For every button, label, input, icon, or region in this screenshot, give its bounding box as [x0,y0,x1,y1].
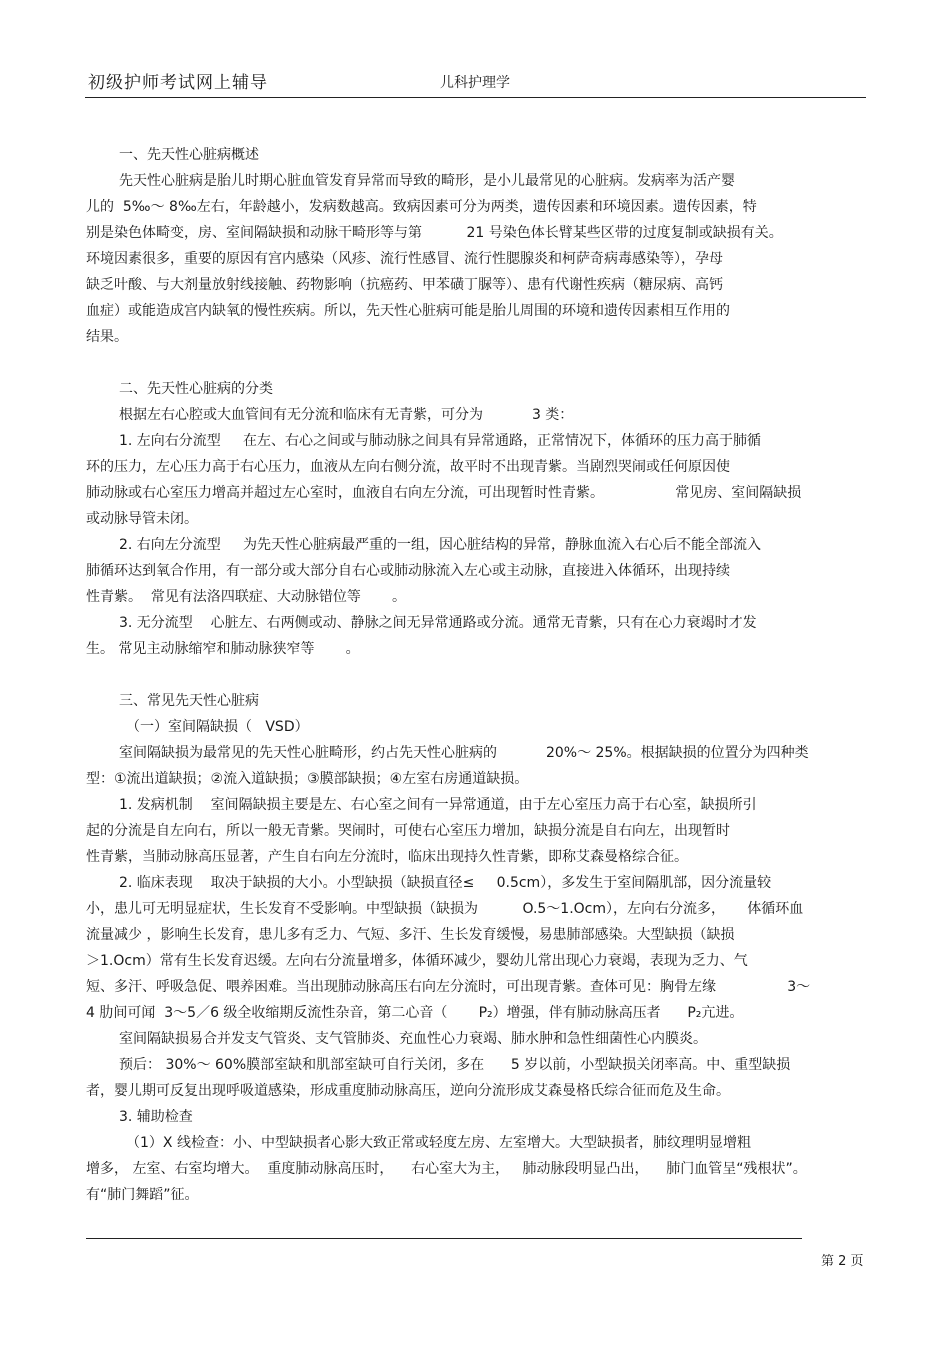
section-heading: 二、先天性心脏病的分类 [119,381,273,397]
paragraph-line: 短、多汗、呼吸急促、喂养困难。当出现肺动脉高压右向左分流时，可出现青紫。查体可见：胸骨左缘 3～ [86,979,811,995]
paragraph-line: 儿的 5‰～ 8‰左右，年龄越小，发病数越高。致病因素可分为两类，遗传因素和环境因素。遗传因素，特 [86,199,757,215]
paragraph-line: 肺动脉或右心室压力增高并超过左心室时，血液自右向左分流，可出现暂时性青紫。 常见房、室间隔缺损 [86,485,802,501]
paragraph-line: 生。 常见主动脉缩窄和肺动脉狭窄等 。 [86,641,360,657]
paragraph-line: 先天性心脏病是胎儿时期心脏血管发育异常而导致的畸形，是小儿最常见的心脏病。发病率为活产婴 [119,173,735,189]
paragraph-line: 环的压力，左心压力高于右心压力，血液从左向右侧分流，故平时不出现青紫。当剧烈哭闹或任何原因使 [86,459,730,475]
section-heading: 三、常见先天性心脏病 [119,693,259,709]
paragraph-line: 1. 发病机制 室间隔缺损主要是左、右心室之间有一异常通道，由于左心室压力高于右心室，缺损所引 [119,797,757,813]
paragraph-line: 流量减少 ，影响生长发育，患儿多有乏力、气短、多汗、生长发育缓慢，易患肺部感染。大型缺损（缺损 [86,927,735,943]
paragraph-line: 性青紫，当肺动脉高压显著，产生自右向左分流时，临床出现持久性青紫，即称艾森曼格综合征。 [86,849,688,865]
paragraph-line: 室间隔缺损易合并发支气管炎、支气管肺炎、充血性心力衰竭、肺水肿和急性细菌性心内膜炎。 [119,1031,707,1047]
paragraph-line: 血症）或能造成宫内缺氧的慢性疾病。所以，先天性心脏病可能是胎儿周围的环境和遗传因素相互作用的 [86,303,730,319]
paragraph-line: ＞1.Ocm）常有生长发育迟缓。左向右分流量增多，体循环减少，婴幼儿常出现心力衰竭，表现为乏力、气 [86,953,748,969]
paragraph-line: 4 肋间可闻 3～5／6 级全收缩期反流性杂音，第二心音（ P₂）增强，伴有肺动脉高压者 P₂亢进。 [86,1005,744,1021]
paragraph-line: 型：①流出道缺损；②流入道缺损；③膜部缺损；④左室右房通道缺损。 [86,771,529,787]
subsection-heading: （一）室间隔缺损（ VSD） [126,719,309,735]
paragraph-line: 起的分流是自左向右，所以一般无青紫。哭闹时，可使右心室压力增加，缺损分流是自右向左，出现暂时 [86,823,730,839]
header-course-title: 初级护师考试网上辅导 [88,73,268,93]
paragraph-line: 性青紫。 常见有法洛四联症、大动脉错位等 。 [86,589,407,605]
paragraph-line: 缺乏叶酸、与大剂量放射线接触、药物影响（抗癌药、甲苯磺丁脲等）、患有代谢性疾病（糖尿病、高钙 [86,277,723,293]
paragraph-line: 结果。 [86,329,128,345]
footer-divider [86,1238,802,1239]
header-subject: 儿科护理学 [440,75,510,91]
paragraph-line: 环境因素很多，重要的原因有宫内感染（风疹、流行性感冒、流行性腮腺炎和柯萨奇病毒感染等），孕母 [86,251,723,267]
paragraph-line: 增多， 左室、右室均增大。 重度肺动脉高压时， 右心室大为主， 肺动脉段明显凸出， 肺门血管呈“残根状”。 [86,1161,807,1177]
paragraph-line: 小，患儿可无明显症状，生长发育不受影响。中型缺损（缺损为 O.5～1.Ocm），左向右分流多， 体循环血 [86,901,804,917]
paragraph-line: 或动脉导管未闭。 [86,511,198,527]
paragraph-line: 2. 右向左分流型 为先天性心脏病最严重的一组，因心脏结构的异常，静脉血流入右心后不能全部流入 [119,537,762,553]
paragraph-line: 预后： 30%～ 60%膜部室缺和肌部室缺可自行关闭，多在 5 岁以前，小型缺损关闭率高。中、重型缺损 [119,1057,791,1073]
paragraph-line: 1. 左向右分流型 在左、右心之间或与肺动脉之间具有异常通路，正常情况下，体循环的压力高于肺循 [119,433,762,449]
page-number: 第 2 页 [821,1254,864,1269]
paragraph-line: 别是染色体畸变，房、室间隔缺损和动脉干畸形等与第 21 号染色体长臂某些区带的过度复制或缺损有关。 [86,225,783,241]
paragraph-line: 室间隔缺损为最常见的先天性心脏畸形，约占先天性心脏病的 20%～ 25%。根据缺损的位置分为四种类 [119,745,809,761]
subsection-heading: 3. 辅助检查 [119,1109,193,1125]
paragraph-line: （1）X 线检查：小、中型缺损者心影大致正常或轻度左房、左室增大。大型缺损者，肺纹理明显增粗 [126,1135,751,1151]
paragraph-line: 2. 临床表现 取决于缺损的大小。小型缺损（缺损直径≤ 0.5cm），多发生于室间隔肌部，因分流量较 [119,875,772,891]
paragraph-line: 3. 无分流型 心脏左、右两侧或动、静脉之间无异常通路或分流。通常无青紫，只有在心力衰竭时才发 [119,615,757,631]
section-heading: 一、先天性心脏病概述 [119,147,259,163]
paragraph-line: 根据左右心腔或大血管间有无分流和临床有无青紫，可分为 3 类： [119,407,574,423]
paragraph-line: 肺循环达到氧合作用，有一部分或大部分自右心或肺动脉流入左心或主动脉，直接进入体循环，出现持续 [86,563,730,579]
header-divider [85,97,866,98]
paragraph-line: 者，婴儿期可反复出现呼吸道感染，形成重度肺动脉高压，逆向分流形成艾森曼格氏综合征而危及生命。 [86,1083,730,1099]
paragraph-line: 有“肺门舞蹈”征。 [86,1187,199,1203]
